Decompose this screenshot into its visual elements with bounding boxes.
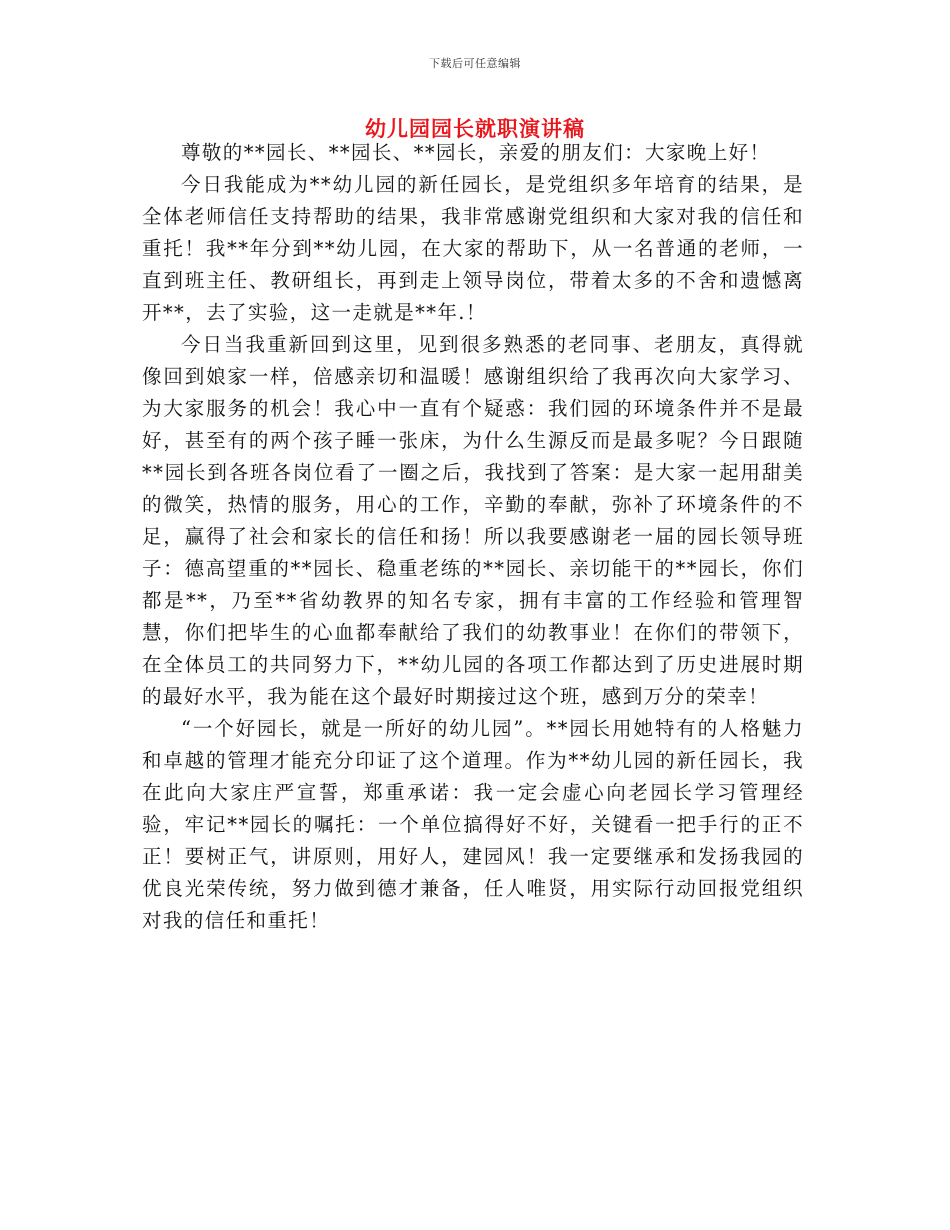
paragraph-2: 今日当我重新回到这里，见到很多熟悉的老同事、老朋友，真得就像回到娘家一样，倍感亲切和温暖！感谢组织给了我再次向大家学习、为大家服务的机会！我心中一直有个疑惑：我们园的环境条件并不是最好，甚至有的两个孩子睡一张床，为什么生源反而是最多呢？今日跟随**园长到各班各岗位看了一圈之后，我找到了答案：是大家一起用甜美的微笑，热情的服务，用心的工作，辛勤的奉献，弥补了环境条件的不足，赢得了社会和家长的信任和扬！所以我要感谢老一届的园长领导班子：德高望重的**园长、稳重老练的**园长、亲切能干的**园长，你们都是**，乃至**省幼教界的知名专家，拥有丰富的工作经验和管理智慧，你们把毕生的心血都奉献给了我们的幼教事业！在你们的带领下，在全体员工的共同努力下，**幼儿园的各项工作都达到了历史进展时期的最好水平，我为能在这个最好时期接过这个班，感到万分的荣幸！ bbox=[142, 333, 804, 708]
paragraph-1: 今日我能成为**幼儿园的新任园长，是党组织多年培育的结果，是全体老师信任支持帮助的结果，我非常感谢党组织和大家对我的信任和重托！我**年分到**幼儿园，在大家的帮助下，从一名普通的老师，一直到班主任、教研组长，再到走上领导岗位，带着太多的不舍和遗憾离开**，去了实验，这一走就是**年.！ bbox=[142, 173, 804, 324]
document-body bbox=[142, 137, 804, 937]
paragraph-greeting: 尊敬的**园长、**园长、**园长，亲爱的朋友们：大家晚上好！ bbox=[181, 141, 771, 164]
document-title: 幼儿园园长就职演讲稿 bbox=[365, 116, 585, 141]
paragraph-3: “一个好园长，就是一所好的幼儿园”。**园长用她特有的人格魅力和卓越的管理才能充分印证了这个道理。作为**幼儿园的新任园长，我在此向大家庄严宣誓，郑重承诺：我一定会虚心向老园长学习管理经验，牢记**园长的嘱托：一个单位搞得好不好，关键看一把手行的正不正！要树正气，讲原则，用好人，建园风！我一定要继承和发扬我园的优良光荣传统，努力做到德才兼备，任人唯贤，用实际行动回报党组织对我的信任和重托！ bbox=[142, 717, 804, 932]
header-note: 下载后可任意编辑 bbox=[429, 57, 521, 70]
